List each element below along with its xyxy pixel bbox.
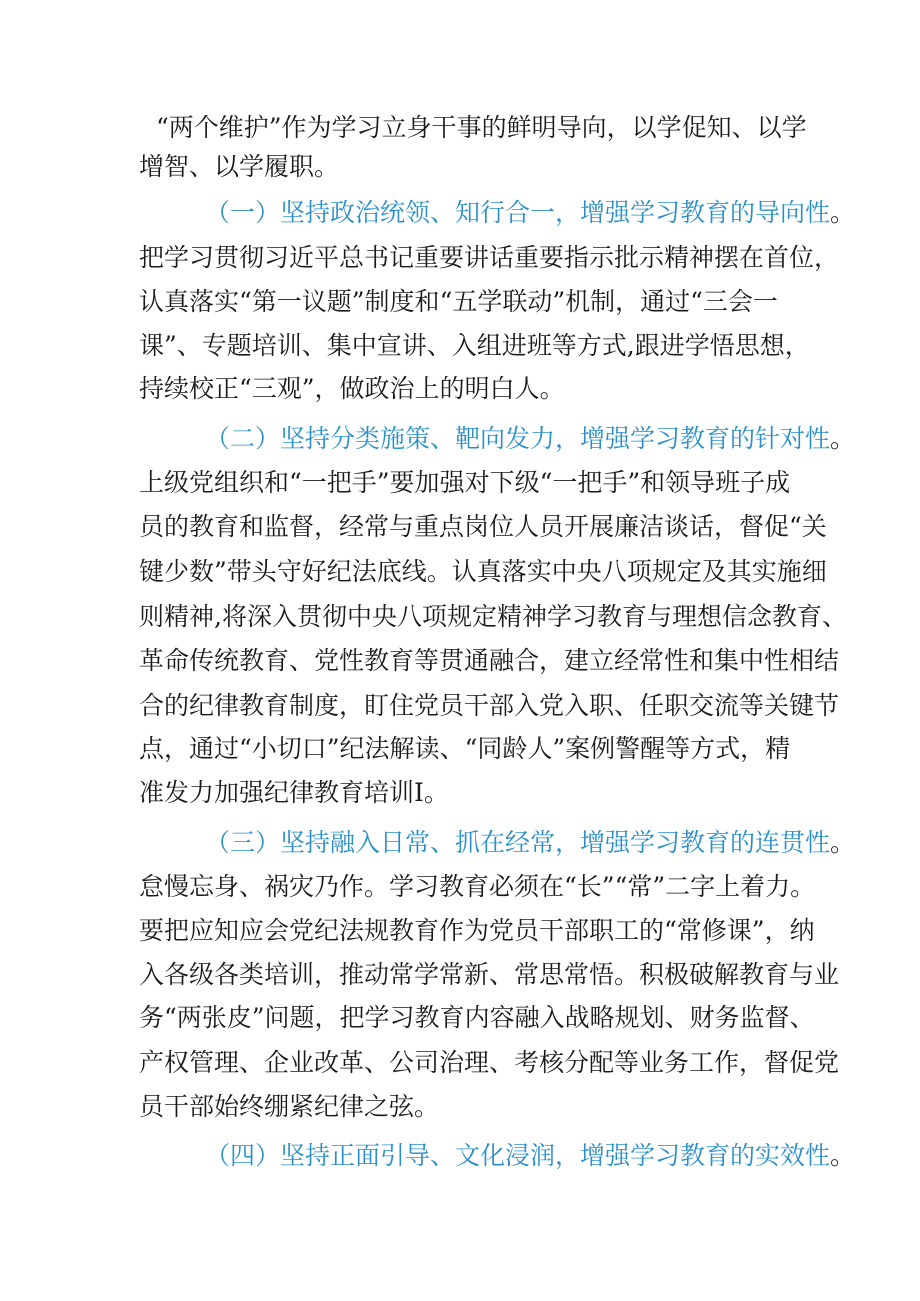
section-heading-text: （四）坚持正面引导、文化浸润，增强学习教育的实效性 [205, 1141, 831, 1170]
heading-end-punct: 。 [830, 828, 856, 857]
body-text-line: “两个维护”作为学习立身干事的鲜明导向，以学促知、以学 [156, 113, 807, 142]
section-heading-4 [0, 1136, 920, 1176]
body-text-line: 键少数”带头守好纪法底线。认真落实中央八项规定及其实施细 [139, 557, 827, 586]
body-text-line: 把学习贯彻习近平总书记重要讲话重要指示批示精神摆在首位， [139, 243, 840, 272]
heading-end-punct: 。 [830, 198, 856, 227]
section-heading-text: （二）坚持分类施策、靶向发力，增强学习教育的针对性 [205, 424, 831, 453]
body-text-line: 务“两张皮”问题，把学习教育内容融入战略规划、财务监督、 [139, 1003, 815, 1032]
heading-end-punct: 。 [830, 424, 856, 453]
section-heading-2 [0, 419, 920, 459]
body-text-line: 革命传统教育、党性教育等贯通融合，建立经常性和集中性相结 [139, 646, 840, 675]
body-text-line: 点，通过“小切口”纪法解读、“同龄人”案例警醒等方式，精 [139, 734, 791, 763]
section-heading-1 [0, 193, 920, 233]
body-text-line: 员干部始终绷紧纪律之弦。 [139, 1092, 440, 1121]
body-text-line: 要把应知应会党纪法规教育作为党员干部职工的“常修课”，纳 [139, 916, 815, 945]
body-text-line: 增智、以学履职。 [139, 152, 340, 181]
body-text-line: 怠慢忘身、祸灾乃作。学习教育必须在“长”“常”二字上着力。 [139, 872, 816, 901]
body-text-line: 认真落实“第一议题”制度和“五学联动”机制，通过“三会一 [139, 287, 778, 316]
body-text-line: 课”、专题培训、集中宣讲、入组进班等方式,跟进学悟思想， [139, 331, 810, 360]
body-text-line: 持续校正“三观”，做政治上的明白人。 [139, 374, 565, 403]
body-text-line: 则精神,将深入贯彻中央八项规定精神学习教育与理想信念教育、 [139, 602, 847, 631]
body-text-line: 上级党组织和“一把手”要加强对下级“一把手”和领导班子成 [139, 468, 791, 497]
section-heading-text: （三）坚持融入日常、抓在经常，增强学习教育的连贯性 [205, 828, 831, 857]
body-text-line: 产权管理、企业改革、公司治理、考核分配等业务工作，督促党 [139, 1048, 840, 1077]
body-text-line: 合的纪律教育制度，盯住党员干部入党入职、任职交流等关键节 [139, 691, 840, 720]
section-heading-text: （一）坚持政治统领、知行合一，增强学习教育的导向性 [205, 198, 831, 227]
heading-end-punct: 。 [830, 1141, 856, 1170]
body-text-line: 员的教育和监督，经常与重点岗位人员开展廉洁谈话，督促“关 [139, 512, 827, 541]
body-text-line: 入各级各类培训，推动常学常新、常思常悟。积极破解教育与业 [139, 960, 840, 989]
body-text-line: 准发力加强纪律教育培训I。 [139, 778, 449, 807]
section-heading-3 [0, 823, 920, 863]
